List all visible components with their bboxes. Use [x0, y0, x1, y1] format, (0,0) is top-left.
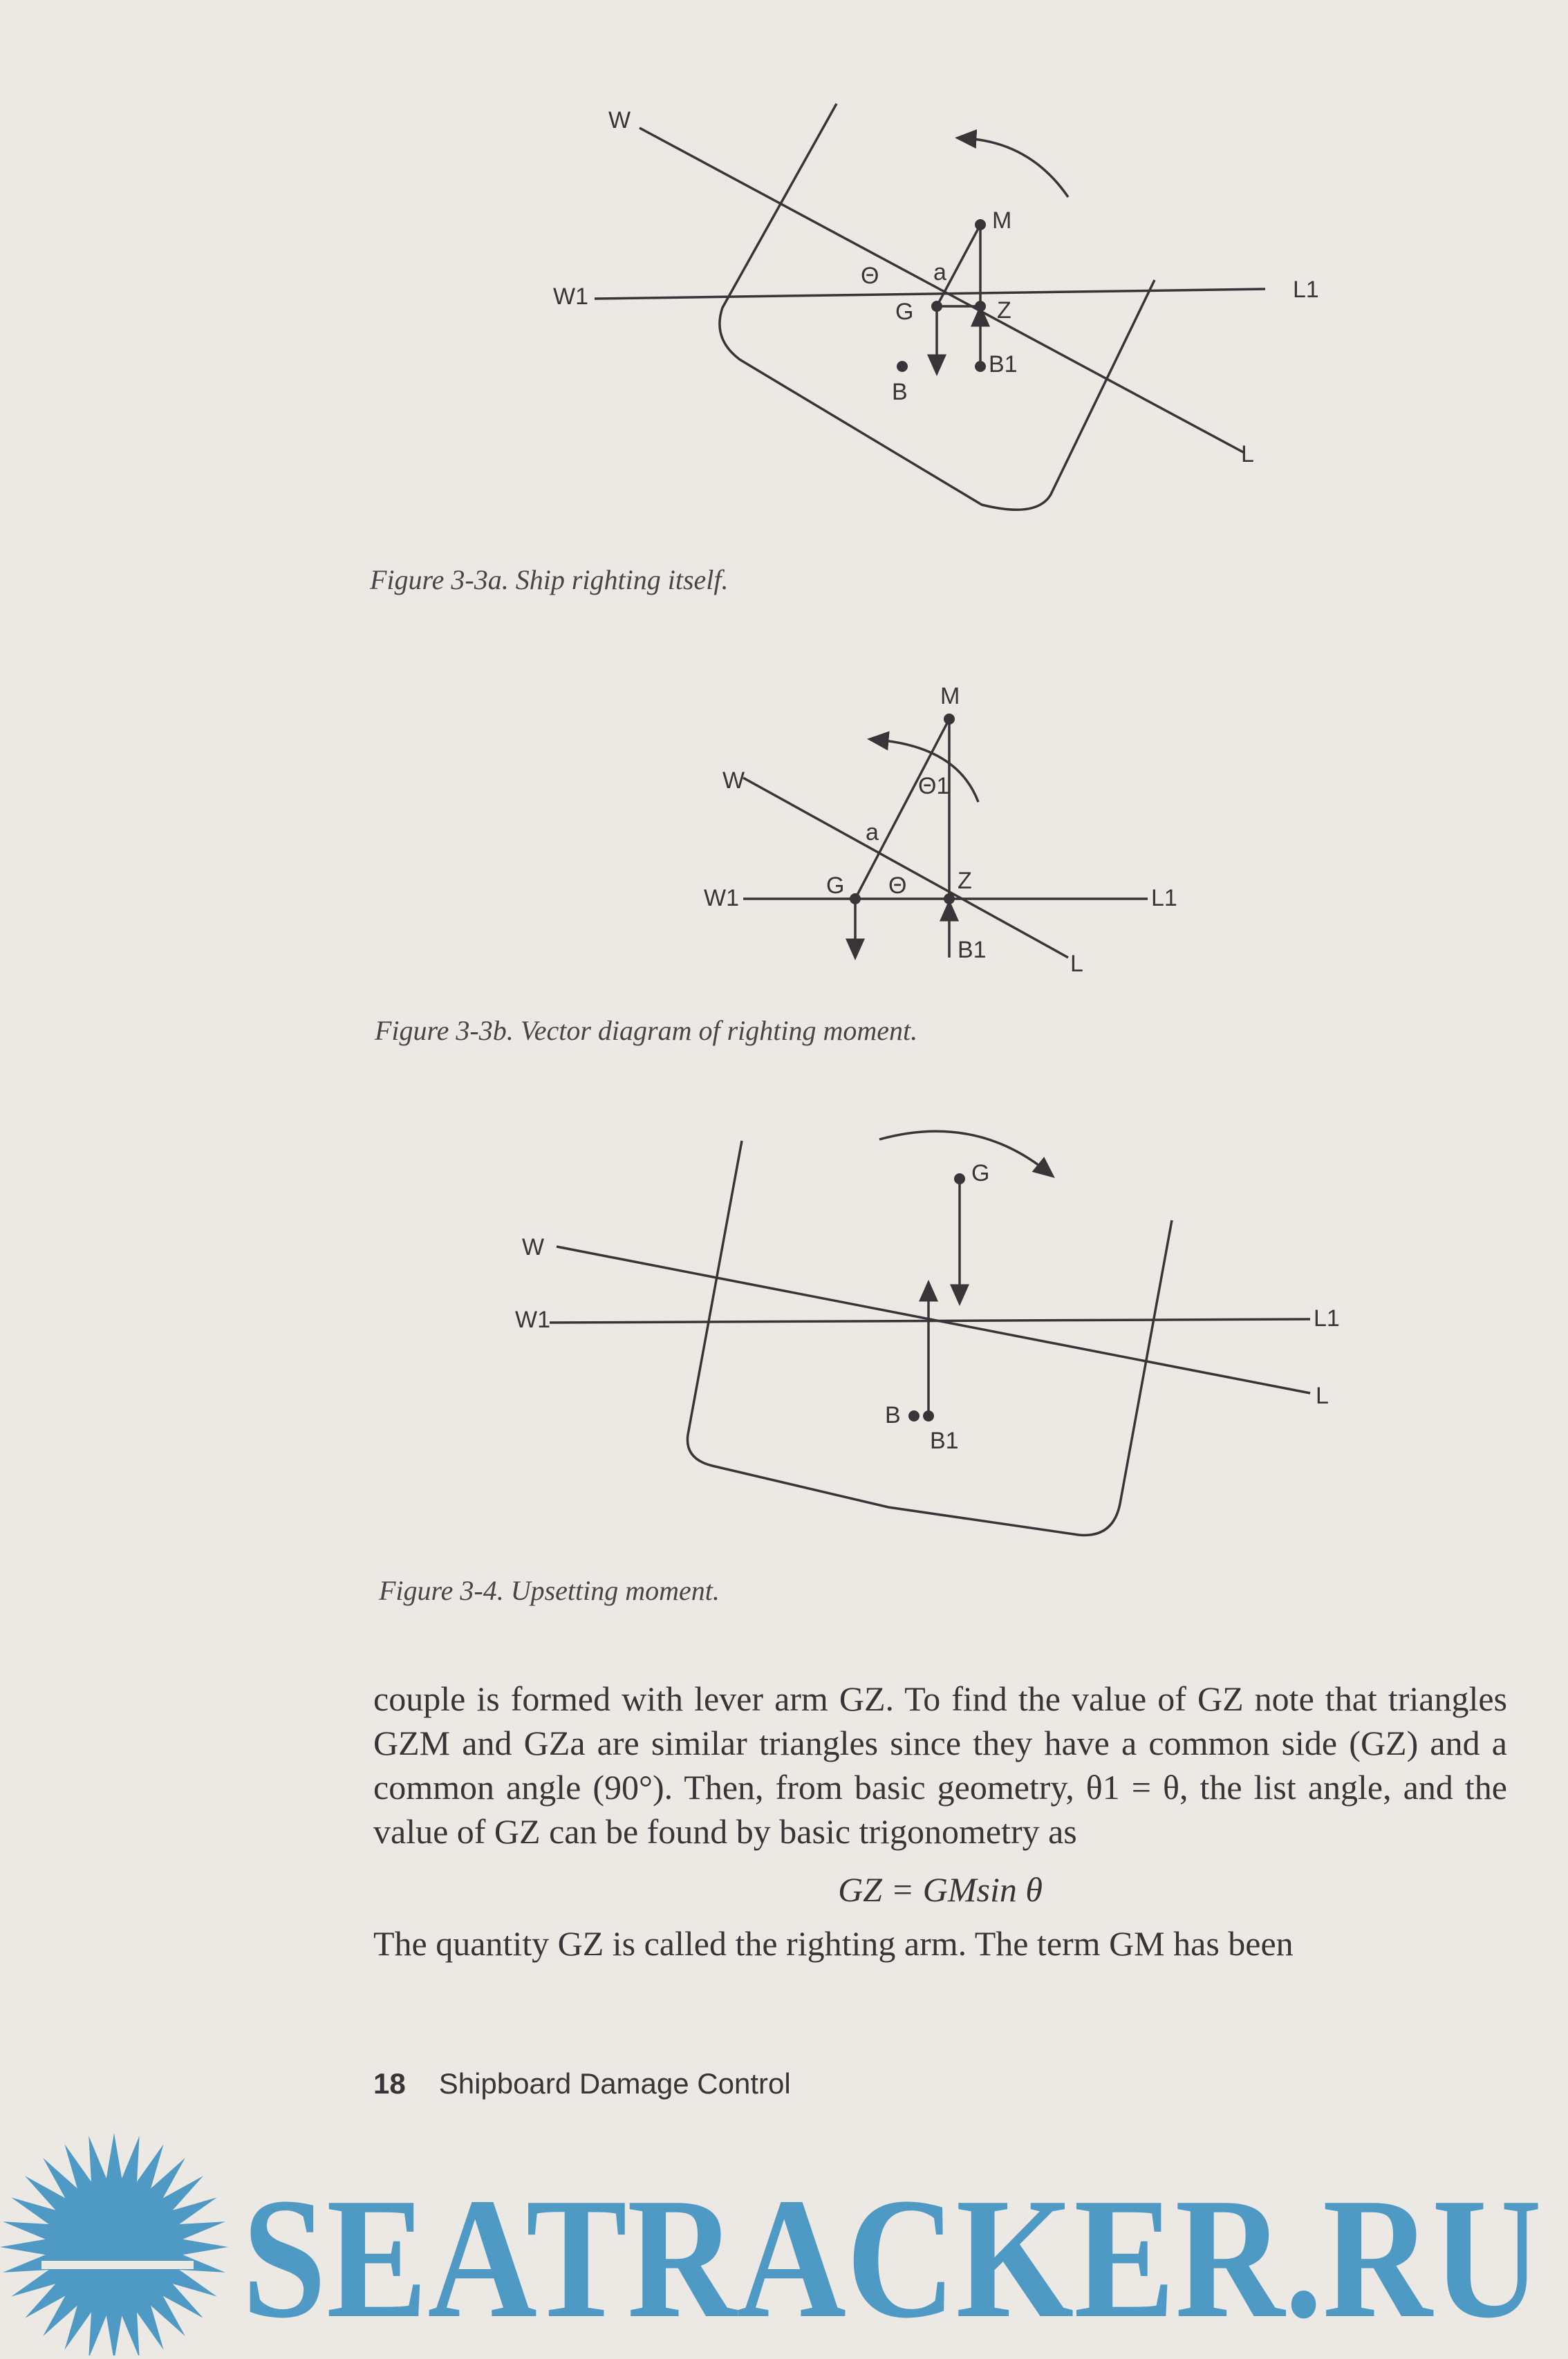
- label-G: G: [971, 1160, 990, 1186]
- label-G: G: [826, 873, 845, 899]
- label-L1: L1: [1314, 1305, 1340, 1332]
- label-B1: B1: [930, 1428, 959, 1454]
- label-a: a: [933, 259, 946, 286]
- label-L: L: [1316, 1383, 1329, 1409]
- waterline-W1L1: [550, 1319, 1310, 1323]
- label-W: W: [722, 767, 745, 794]
- label-L: L: [1070, 951, 1083, 977]
- paragraph-2: The quantity GZ is called the righting arm. The term GM has been: [373, 1924, 1294, 1963]
- label-B1: B1: [989, 351, 1018, 377]
- label-M: M: [940, 683, 960, 709]
- label-L1: L1: [1151, 885, 1177, 911]
- caption-fig-3-3a: Figure 3-3a. Ship righting itself.: [370, 564, 729, 595]
- label-W1: W1: [553, 283, 588, 310]
- label-theta: Θ: [861, 263, 879, 289]
- point-G: [954, 1173, 965, 1184]
- label-W1: W1: [704, 885, 739, 911]
- caption-fig-3-3b: Figure 3-3b. Vector diagram of righting moment.: [375, 1015, 918, 1046]
- rotation-arrow: [879, 1131, 1047, 1172]
- label-B: B: [892, 379, 908, 405]
- label-theta: Θ: [888, 873, 907, 899]
- page-footer: [373, 2067, 791, 2100]
- label-L: L: [1241, 441, 1254, 467]
- label-M: M: [992, 207, 1012, 234]
- equation: GZ = GMsin θ: [838, 1870, 1043, 1909]
- label-W1: W1: [515, 1307, 550, 1333]
- point-B1: [923, 1410, 934, 1421]
- page-number: 18: [373, 2067, 406, 2100]
- label-W: W: [522, 1234, 545, 1260]
- label-L1: L1: [1293, 277, 1319, 303]
- sun-logo: [0, 2133, 228, 2356]
- label-B: B: [885, 1402, 901, 1428]
- running-title: Shipboard Damage Control: [438, 2067, 791, 2100]
- label-a: a: [866, 819, 879, 846]
- label-Z: Z: [958, 868, 972, 894]
- label-theta1: Θ1: [918, 773, 950, 799]
- label-W: W: [608, 107, 631, 133]
- label-B1: B1: [958, 937, 987, 963]
- label-G: G: [895, 299, 914, 325]
- paragraph-1: couple is formed with lever arm GZ. To find the value of GZ note that triangles GZM and GZa are similar triangles since they have a common side (GZ) and a common angle (90°). Then, from basic geometry, θ1 = θ, the list angle, and the value of GZ can be found by basic trigonometry as: [373, 1679, 1507, 1851]
- watermark-text: SEATRACKER.RU: [242, 2163, 1542, 2354]
- label-Z: Z: [997, 297, 1011, 324]
- point-B: [908, 1410, 920, 1421]
- caption-fig-3-4: Figure 3-4. Upsetting moment.: [379, 1575, 720, 1606]
- watermark: [0, 2116, 1568, 2356]
- body-text: [373, 1677, 1507, 1966]
